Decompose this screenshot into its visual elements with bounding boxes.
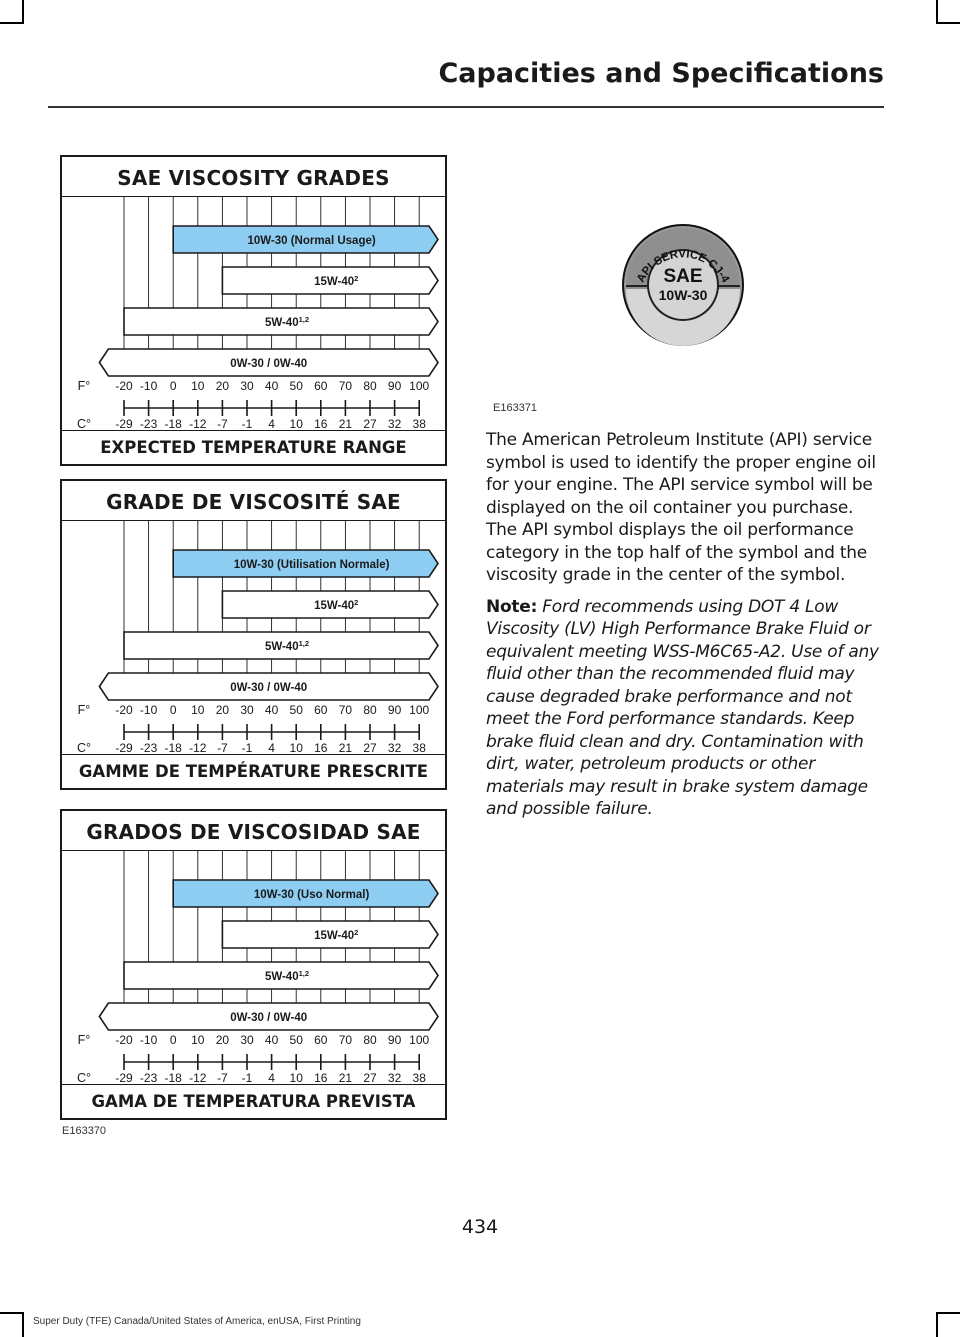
fahrenheit-tick-label: 20: [215, 379, 230, 393]
celsius-tick-label: 27: [363, 741, 377, 755]
celsius-tick-label: 38: [412, 741, 426, 755]
chart-footer: GAMA DE TEMPERATURA PREVISTA: [62, 1084, 445, 1118]
celsius-tick-label: -12: [189, 417, 207, 431]
fahrenheit-tick-label: 80: [363, 1033, 377, 1047]
brake-fluid-note: [486, 596, 886, 821]
crop-mark: [936, 22, 960, 24]
note-text: Ford recommends using DOT 4 Low Viscosity (LV) High Performance Brake Fluid or equivalent meeting WSS-M6C65-A2. Use of any fluid other than the recommended fluid may cause degraded brake performance and not meet the Ford performance standards. Keep brake fluid clean and dry. Contamination with dirt, water, petroleum products or other materials may result in brake system damage and possible failure.: [486, 596, 879, 819]
celsius-tick-label: -23: [139, 417, 158, 431]
celsius-tick-label: 27: [363, 417, 377, 431]
chart-image-code: E163370: [62, 1125, 107, 1137]
fahrenheit-tick-label: 0: [169, 703, 177, 717]
celsius-unit-label: C°: [76, 417, 92, 431]
fahrenheit-tick-label: 30: [240, 379, 254, 393]
grade-band-superscript: 2: [354, 273, 359, 283]
grade-band-label: $15W-40^2$: [314, 927, 359, 942]
grade-band-superscript: 1,2: [298, 314, 310, 324]
fahrenheit-tick-label: 60: [314, 379, 328, 393]
celsius-tick-label: 16: [314, 1071, 328, 1085]
chart-footer: GAMME DE TEMPÉRATURE PRESCRITE: [62, 754, 445, 788]
celsius-tick-label: 21: [338, 741, 353, 755]
document-footer: Super Duty (TFE) Canada/United States of America, enUSA, First Printing: [33, 1316, 361, 1327]
fahrenheit-tick-label: 70: [338, 379, 353, 393]
celsius-tick-label: -29: [115, 741, 133, 755]
celsius-tick-label: -23: [139, 1071, 158, 1085]
fahrenheit-tick-label: 0: [169, 1033, 177, 1047]
fahrenheit-tick-label: 10: [191, 703, 205, 717]
grade-band-label: $15W-40^2$: [314, 273, 359, 288]
grade-band-superscript: 1,2: [298, 968, 310, 978]
celsius-tick-label: -18: [164, 417, 182, 431]
chart-title: SAE VISCOSITY GRADES: [62, 157, 445, 197]
chart-title: GRADE DE VISCOSITÉ SAE: [62, 481, 445, 521]
fahrenheit-tick-label: 40: [264, 379, 279, 393]
celsius-tick-label: 4: [268, 1071, 275, 1085]
celsius-tick-label: -23: [139, 741, 158, 755]
fahrenheit-tick-label: 30: [240, 1033, 254, 1047]
celsius-tick-label: -7: [217, 741, 228, 755]
celsius-tick-label: 10: [289, 417, 303, 431]
fahrenheit-tick-label: -10: [139, 1033, 158, 1047]
chart-plot: [62, 157, 445, 464]
grade-band-label: 10W-30 (Utilisation Normale): [233, 559, 390, 571]
grade-band-label: 0W-30 / 0W-40: [230, 1012, 308, 1024]
crop-mark: [0, 1312, 24, 1314]
celsius-tick-label: -1: [241, 417, 253, 431]
fahrenheit-tick-label: -20: [115, 703, 133, 717]
celsius-tick-label: 4: [268, 417, 275, 431]
fahrenheit-tick-label: -10: [139, 379, 158, 393]
celsius-tick-label: -29: [115, 1071, 133, 1085]
viscosity-chart-english: [60, 155, 447, 466]
api-center-grade: 10W-30: [658, 287, 708, 303]
celsius-tick-label: 27: [363, 1071, 377, 1085]
page-number: 434: [461, 1216, 499, 1238]
celsius-tick-label: -12: [189, 741, 207, 755]
grade-band-label: 5W-40$^{1,2}$: [264, 968, 310, 983]
fahrenheit-tick-label: 100: [409, 379, 430, 393]
grade-band-label: 5W-40$^{1,2}$: [264, 314, 310, 329]
chart-title: GRADOS DE VISCOSIDAD SAE: [62, 811, 445, 851]
fahrenheit-tick-label: 50: [289, 1033, 303, 1047]
fahrenheit-tick-label: -10: [139, 703, 158, 717]
fahrenheit-tick-label: 100: [409, 703, 430, 717]
celsius-tick-label: -29: [115, 417, 133, 431]
fahrenheit-tick-label: 10: [191, 379, 205, 393]
crop-mark: [0, 22, 24, 24]
grade-band-label: $15W-40^2$: [314, 597, 359, 612]
chart-plot: [62, 481, 445, 788]
celsius-tick-label: -7: [217, 417, 228, 431]
viscosity-chart-spanish: [60, 809, 447, 1120]
api-image-code: E163371: [493, 402, 538, 414]
celsius-tick-label: -18: [164, 741, 182, 755]
celsius-tick-label: -12: [189, 1071, 207, 1085]
fahrenheit-tick-label: 70: [338, 703, 353, 717]
fahrenheit-tick-label: 0: [169, 379, 177, 393]
fahrenheit-tick-label: 20: [215, 1033, 230, 1047]
celsius-tick-label: 16: [314, 741, 328, 755]
fahrenheit-unit-label: F°: [77, 379, 91, 393]
fahrenheit-tick-label: 100: [409, 1033, 430, 1047]
fahrenheit-tick-label: -20: [115, 1033, 133, 1047]
celsius-tick-label: 16: [314, 417, 328, 431]
viscosity-chart-french: [60, 479, 447, 790]
fahrenheit-tick-label: 10: [191, 1033, 205, 1047]
celsius-tick-label: -18: [164, 1071, 182, 1085]
celsius-tick-label: -7: [217, 1071, 228, 1085]
crop-mark: [22, 0, 24, 24]
fahrenheit-tick-label: 50: [289, 703, 303, 717]
api-service-symbol: [618, 220, 748, 350]
fahrenheit-tick-label: 80: [363, 703, 377, 717]
crop-mark: [22, 1312, 24, 1337]
crop-mark: [936, 0, 938, 24]
grade-band-label: 5W-40$^{1,2}$: [264, 638, 310, 653]
fahrenheit-tick-label: 30: [240, 703, 254, 717]
body-text: [486, 429, 886, 830]
fahrenheit-tick-label: 20: [215, 703, 230, 717]
celsius-unit-label: C°: [76, 1071, 92, 1085]
api-ring-text: API SERVICE CJ-4: [634, 248, 732, 285]
celsius-tick-label: -1: [241, 1071, 253, 1085]
fahrenheit-tick-label: 80: [363, 379, 377, 393]
fahrenheit-tick-label: 90: [387, 703, 402, 717]
fahrenheit-unit-label: F°: [77, 1033, 91, 1047]
fahrenheit-tick-label: 60: [314, 1033, 328, 1047]
celsius-tick-label: -1: [241, 741, 253, 755]
fahrenheit-tick-label: 60: [314, 703, 328, 717]
celsius-unit-label: C°: [76, 741, 92, 755]
chart-footer: EXPECTED TEMPERATURE RANGE: [62, 430, 445, 464]
page-title: Capacities and Specifications: [438, 58, 884, 89]
grade-band-superscript: 2: [354, 927, 359, 937]
celsius-tick-label: 10: [289, 1071, 303, 1085]
fahrenheit-tick-label: 70: [338, 1033, 353, 1047]
celsius-tick-label: 10: [289, 741, 303, 755]
grade-band-superscript: 1,2: [298, 638, 310, 648]
crop-mark: [936, 1312, 960, 1314]
celsius-tick-label: 32: [387, 741, 402, 755]
grade-band-label: 10W-30 (Uso Normal): [253, 889, 370, 901]
grade-band-label: 0W-30 / 0W-40: [230, 682, 308, 694]
fahrenheit-tick-label: 90: [387, 379, 402, 393]
fahrenheit-tick-label: 40: [264, 1033, 279, 1047]
celsius-tick-label: 4: [268, 741, 275, 755]
fahrenheit-unit-label: F°: [77, 703, 91, 717]
celsius-tick-label: 38: [412, 417, 426, 431]
api-center-sae: SAE: [663, 266, 703, 287]
celsius-tick-label: 21: [338, 1071, 353, 1085]
grade-band-superscript: 2: [354, 597, 359, 607]
celsius-tick-label: 32: [387, 417, 402, 431]
grade-band-label: 10W-30 (Normal Usage): [247, 235, 376, 247]
grade-band-label: 0W-30 / 0W-40: [230, 358, 308, 370]
api-description: The American Petroleum Institute (API) service symbol is used to identify the proper engine oil for your engine. The API service symbol will be displayed on the oil container you purchase. The API symbol displays the oil performance category in the top half of the symbol and the viscosity grade in the center of the symbol.: [486, 430, 876, 585]
celsius-tick-label: 21: [338, 417, 353, 431]
fahrenheit-tick-label: 50: [289, 379, 303, 393]
crop-mark: [936, 1312, 938, 1337]
celsius-tick-label: 32: [387, 1071, 402, 1085]
fahrenheit-tick-label: 40: [264, 703, 279, 717]
chart-plot: [62, 811, 445, 1118]
fahrenheit-tick-label: 90: [387, 1033, 402, 1047]
celsius-tick-label: 38: [412, 1071, 426, 1085]
fahrenheit-tick-label: -20: [115, 379, 133, 393]
note-label: Note:: [486, 596, 538, 617]
title-divider: [48, 106, 884, 108]
